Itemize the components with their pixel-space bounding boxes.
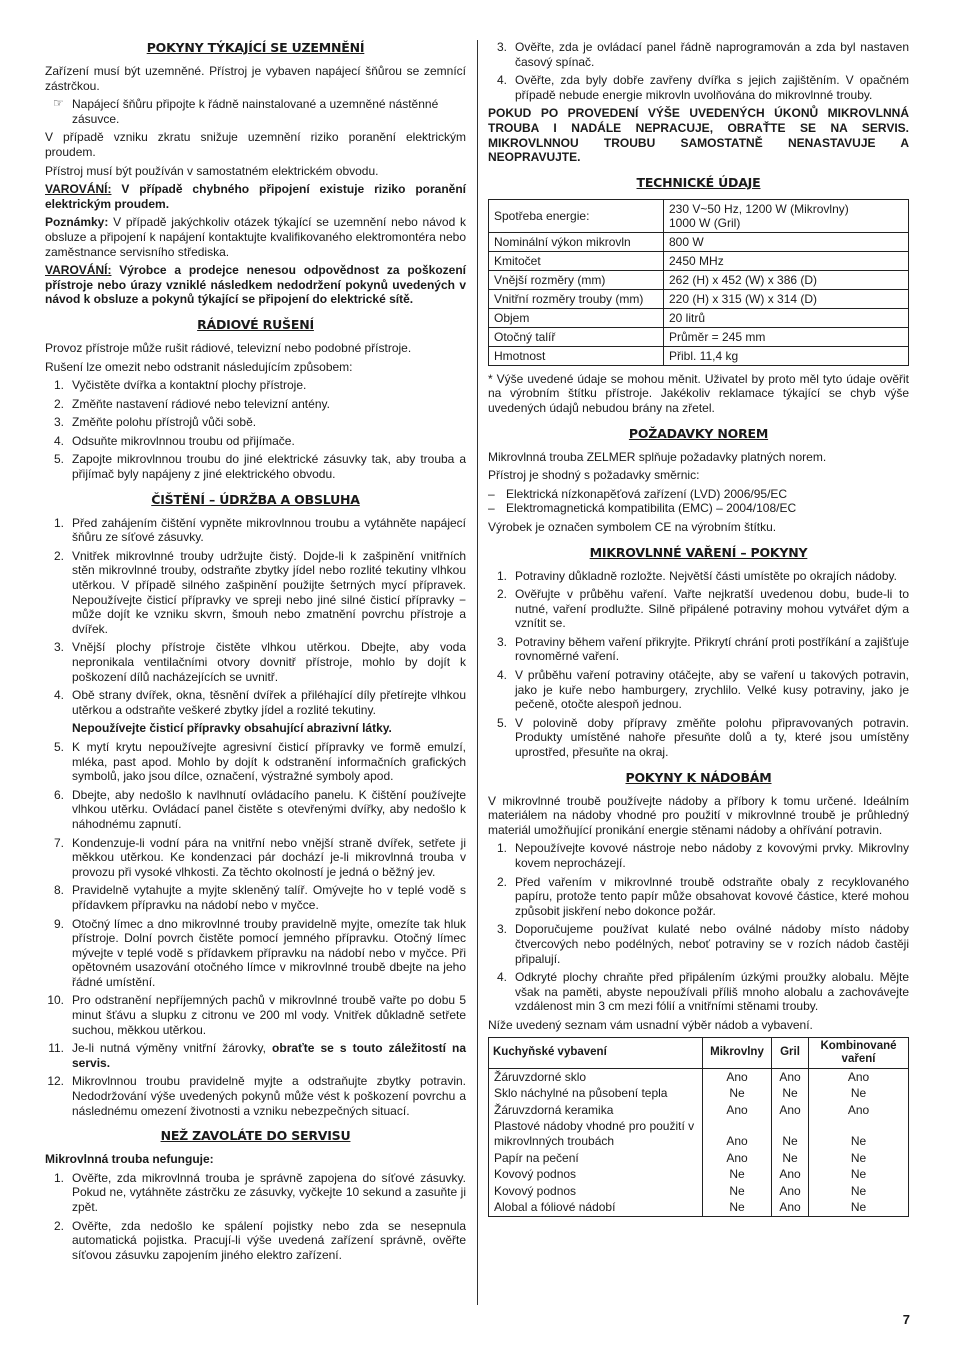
- list-number: 1.: [53, 378, 64, 393]
- service-continued: [488, 40, 909, 165]
- list-item: [488, 569, 909, 584]
- table-row: [489, 251, 909, 270]
- warning-paragraph: [45, 182, 466, 211]
- cell: Ne: [772, 1085, 809, 1102]
- list-number: 5.: [496, 715, 507, 730]
- list-item: [45, 1219, 466, 1263]
- list-number: 11.: [48, 1041, 64, 1056]
- spec-key: Hmotnost: [489, 346, 664, 365]
- spec-value-line: 1000 W (Gril): [669, 215, 741, 230]
- list-text: Vnější plochy přístroje čistěte vlhkou utěrkou. Dbejte, aby voda nepronikala ventilačními otvory dovnitř přístroje, mohlo by dojít k poškození dílů nacházejících se uvnitř.: [72, 640, 466, 684]
- table-row: [489, 289, 909, 308]
- list-text: Dbejte, aby nedošlo k navlhnutí ovládacího panelu. K čištění používejte vlhkou utěrku. Ovládací panel čistěte s otevřenými dvířky, aby nedošlo k náhodnému zapnutí.: [72, 787, 466, 831]
- list-item: [45, 452, 466, 481]
- table-row: [489, 1102, 909, 1119]
- list-item: [488, 716, 909, 760]
- list-text: Odkryté plochy chraňte před připálením úzkými proužky alobalu. Mějte však na paměti, abyste nepoužívali příliš mnoho alobalu a zachovávejte vzdálenost min 3 cm mezi fólií a vnitřními stěnami trouby.: [515, 970, 909, 1014]
- spec-key: Kmitočet: [489, 251, 664, 270]
- list-text: Ověřte, zda je ovládací panel řádně naprogramován a zda byl nastaven časový spínač.: [515, 40, 909, 69]
- spec-value: 800 W: [664, 232, 909, 251]
- dash-bullet: –: [488, 501, 495, 516]
- list-item: [45, 788, 466, 832]
- cell: Alobal a fóliové nádobí: [489, 1199, 703, 1216]
- list-item: [488, 922, 909, 966]
- table-row: [489, 327, 909, 346]
- cell: Ano: [772, 1166, 809, 1183]
- list-item: [488, 40, 909, 69]
- spec-value: 2450 MHz: [664, 251, 909, 270]
- spec-key: Objem: [489, 308, 664, 327]
- table-row: [489, 270, 909, 289]
- table-row: [489, 232, 909, 251]
- spec-value: 262 (H) x 452 (W) x 386 (D): [664, 270, 909, 289]
- dash-bullet: –: [488, 486, 495, 501]
- warning-text: Výrobce a prodejce nenesou odpovědnost za poškození přístroje nebo úrazy vzniklé následkem nedodržení pokynů uvedených v návod k obsluze a pokynů týkající se připojení do elektrické sítě.: [45, 263, 466, 307]
- list-text: Změňte polohu přístrojů vůči sobě.: [72, 415, 257, 430]
- list-text: Kondenzuje-li vodní pára na vnitřní nebo vnější straně dvířek, setřete ji měkkou utěrkou. Ke kondenzaci pár dochází je-li mikrovlnná trouba v provozu při vysoké vlhkosti. Za těchto okolností je jedná o běžný jev.: [72, 835, 466, 879]
- tech-section: [488, 175, 909, 416]
- list-text: Nepoužívejte kovové nástroje nebo nádoby z kovovými prvky. Mikrovlny kovem neprocházejí.: [515, 841, 909, 870]
- list-item: [45, 1074, 466, 1118]
- table-row: [489, 1118, 909, 1149]
- cell: Ano: [809, 1102, 909, 1119]
- cell: Ano: [809, 1068, 909, 1085]
- spec-key: Spotřeba energie:: [489, 199, 664, 232]
- spec-value: [664, 199, 909, 232]
- list-item: [488, 668, 909, 712]
- spec-table: [488, 199, 909, 366]
- list-text: Pro odstranění nepříjemných pachů v mikrovlnné troubě vařte po dobu 5 minut šťávu a slupku z citronu ve 200 ml vody. Vnitřek důkladně setřete suchou, měkkou utěrkou.: [72, 993, 466, 1037]
- caps-warning: POKUD PO PROVEDENÍ VÝŠE UVEDENÝCH ÚKONŮ MIKROVLNNÁ TROUBA I NADÁLE NEPRACUJE, OBRAŤTE SE NA SERVIS. MIKROVLNNOU TROUBU SAMOSTATNĚ NENASTAVUJE A NEOPRAVUJTE.: [488, 106, 909, 165]
- list-number: 12.: [47, 1074, 64, 1089]
- list-item: [45, 1041, 466, 1070]
- cell: Ne: [809, 1183, 909, 1200]
- list-text: Před vařením v mikrovlnné troubě odstraňte obaly z recyklovaného papíru, protože tento papír může obsahovat kovové částice, které mohou způsobit jiskření nebo dokonce požár.: [515, 874, 909, 918]
- warning-label: VAROVÁNÍ:: [45, 263, 112, 278]
- list-text: Potraviny během vaření přikryjte. Přikrytí chrání proti postříkání a zajišťuje rovnoměrné vaření.: [515, 634, 909, 664]
- table-row: [489, 1166, 909, 1183]
- section-title-norms: POŽADAVKY NOREM: [628, 425, 769, 441]
- list-number: 4.: [496, 668, 507, 683]
- list-item: [488, 970, 909, 1014]
- cell: Ne: [703, 1183, 772, 1200]
- table-row: [489, 199, 909, 232]
- cell: Kovový podnos: [489, 1166, 703, 1183]
- section-title-radio: RÁDIOVÉ RUŠENÍ: [197, 316, 314, 332]
- spec-value: Přibl. 11,4 kg: [664, 346, 909, 365]
- cell: Ne: [703, 1199, 772, 1216]
- list-item: [488, 587, 909, 631]
- spec-value: 20 litrů: [664, 308, 909, 327]
- paragraph: Přístroj je shodný s požadavky směrnic:: [488, 468, 700, 483]
- right-column: [488, 40, 909, 1227]
- list-text: Mikrovlnnou troubu pravidelně myjte a odstraňujte zbytky potravin. Nedodržování výše uvedených pokynů může vést k poškození povrchu a následnému omezení životnosti a vzniku nebezpečných situací.: [72, 1074, 466, 1118]
- list-item: [45, 836, 466, 880]
- note: [45, 97, 466, 126]
- list-text: Odsuňte mikrovlnnou troubu od přijímače.: [72, 433, 295, 448]
- column-header: Mikrovlny: [703, 1037, 772, 1068]
- list-item: [45, 434, 466, 449]
- list-item: [45, 378, 466, 393]
- list-item: [488, 635, 909, 664]
- cell: Ne: [809, 1199, 909, 1216]
- list-text: Ověřte, zda byly dobře zavřeny dvířka s jejich zajištěním. V opačném případě nebude energie mikrovln uvolňována do mikrovlnné trouby.: [515, 73, 909, 102]
- list-text: Otočný límec a dno mikrovlnné trouby pravidelně myjte, omezíte tak hluk přístroje. Dolní povrch čistěte pomocí jemného přípravku. Otočný límec mývejte v teplé vodě s přídavkem přípravku na nádobí nebo v myčce. Při opětovném usazování otočného límce v mikrovlnné troubě dbejte na jeho řádné umístění.: [72, 916, 466, 989]
- list-text-bold: obraťte se s touto záležitostí na servis.: [72, 1041, 466, 1070]
- spec-key: Nominální výkon mikrovln: [489, 232, 664, 251]
- column-header: Gril: [772, 1037, 809, 1068]
- table-row: [489, 346, 909, 365]
- norms-list: [488, 487, 909, 516]
- list-text: Zapojte mikrovlnnou troubu do jiné elektrické zásuvky tak, aby trouba a přijímač byly napájeny z jiné elektrického obvodu.: [72, 452, 466, 482]
- list-text: Potraviny důkladně rozložte. Největší části umístěte po okrajích nádoby.: [515, 568, 897, 583]
- table-header-row: [489, 1037, 909, 1068]
- service-list: [45, 1171, 466, 1263]
- cell: Ne: [772, 1118, 809, 1149]
- list-number: 7.: [53, 835, 64, 850]
- cell: Ano: [772, 1102, 809, 1119]
- list-number: 3.: [496, 922, 507, 937]
- list-item: [45, 688, 466, 717]
- cell: Ne: [809, 1166, 909, 1183]
- list-number: 8.: [53, 883, 64, 898]
- list-number: 3.: [496, 40, 507, 54]
- list-text: Elektrická nízkonapěťová zařízení (LVD) 2006/95/EC: [506, 486, 788, 501]
- list-item: [488, 875, 909, 919]
- list-text: K mytí krytu nepoužívejte agresivní čisticí přípravky ve formě emulzí, mléka, past apod. Mohlo by dojít k odstranění informačních grafických symbolů, jako jsou dílce, označení, výstražné symboly apod.: [72, 739, 466, 784]
- pointing-hand-icon: ☞: [53, 96, 64, 111]
- cell: Ne: [809, 1118, 909, 1149]
- paragraph: Výrobek je označen symbolem CE na výrobním štítku.: [488, 519, 777, 534]
- paragraph: V mikrovlnné troubě používejte nádoby a příbory k tomu určené. Ideálním materiálem na nádoby vhodné pro použití v mikrovlnné troubě je průhledný materiál umožňující pronikání energie stěnami nádoby a ohřívání potravin.: [488, 793, 909, 837]
- list-item: [45, 516, 466, 545]
- list-text: V průběhu vaření potraviny otáčejte, aby se vaření u takových potravin, jako je kuře nebo hamburgery, zrychlilo. Velké kusy potraviny, jako je pečeně, otočte alespoň jednou.: [515, 668, 909, 712]
- table-row: [489, 1085, 909, 1102]
- cell: Ano: [703, 1118, 772, 1149]
- section-title-cleaning: ČIŠTĚNÍ – ÚDRŽBA A OBSLUHA: [151, 491, 360, 507]
- list-item: [488, 487, 909, 502]
- bold-note: Nepoužívejte čisticí přípravky obsahující abrazivní látky.: [72, 721, 392, 736]
- paragraph: Mikrovlnná trouba ZELMER splňuje požadavky platných norem.: [488, 449, 827, 464]
- spec-key: Vnitřní rozměry trouby (mm): [489, 289, 664, 308]
- column-header: Kuchyňské vybavení: [489, 1037, 703, 1068]
- service-section: [45, 1128, 466, 1262]
- list-text: Je-li nutná výměny vnitřní žárovky,: [72, 1041, 273, 1056]
- list-item: [45, 549, 466, 637]
- cooking-section: [488, 545, 909, 760]
- list-number: 1.: [53, 1170, 64, 1185]
- cell: Ano: [772, 1183, 809, 1200]
- list-text: Vnitřek mikrovlnné trouby udržujte čistý. Dojde-li k zašpinění vnitřních stěn mikrovlnné trouby, odstraňte zbytky jídel nebo rozlité tekutiny vlhkou utěrkou. V případě silného zašpinění použijte šetrných mycí přípravek. Nepoužívejte čisticí přípravky ve spreji nebo jiné silné čisticí přípravky − může dojít ke vzniku skvrn, šmouh nebo zmatnění povrchu přístroje a dvířek.: [72, 548, 466, 636]
- list-number: 1.: [496, 841, 507, 856]
- cell: Ne: [809, 1150, 909, 1167]
- cell: Ano: [703, 1068, 772, 1085]
- table-row: [489, 1183, 909, 1200]
- list-item: [45, 740, 466, 784]
- footnote: * Výše uvedené údaje se mohou měnit. Uživatel by proto měl tyto údaje ověřit na výrobním štítku přístroje. Jakékoliv reklamace týkající se chyb výše uvedených údajů nebudou brány na zřetel.: [488, 371, 909, 415]
- cell: Ano: [703, 1102, 772, 1119]
- paragraph: V případě vzniku zkratu snižuje uzemnění riziko poranění elektrickým proudem.: [45, 130, 466, 159]
- list-text: Vyčistěte dvířka a kontaktní plochy přístroje.: [72, 378, 307, 393]
- warning-label: VAROVÁNÍ:: [45, 182, 112, 197]
- vessels-section: [488, 770, 909, 1217]
- list-number: 2.: [53, 396, 64, 411]
- norms-section: [488, 426, 909, 535]
- list-item: [488, 501, 909, 516]
- spec-value: Průměr = 245 mm: [664, 327, 909, 346]
- service-subtitle: Mikrovlnná trouba nefunguje:: [45, 1152, 214, 1167]
- cell: Ano: [772, 1068, 809, 1085]
- list-number: 6.: [53, 787, 64, 802]
- list-number: 9.: [53, 916, 64, 931]
- list-item: [45, 993, 466, 1037]
- list-text: Doporučujeme používat kulaté nebo oválné nádoby místo nádoby čtvercových nebo podélných, neboť potraviny se v rozích nádob častěji připalují.: [515, 922, 909, 966]
- radio-section: [45, 317, 466, 482]
- column-header: Kombinované vaření: [809, 1037, 909, 1068]
- list-text: Obě strany dvířek, okna, těsnění dvířek a přiléhající díly přetírejte vlhkou utěrkou a odstraňte veškeré zbytky jídel a rozlité tekutiny.: [72, 688, 466, 717]
- cleaning-list-continued: [45, 740, 466, 1118]
- list-number: 3.: [496, 634, 507, 649]
- cell: Žáruvzdorná keramika: [489, 1102, 703, 1119]
- table-row: [489, 1150, 909, 1167]
- section-title-vessels: POKYNY K NÁDOBÁM: [625, 769, 772, 785]
- cleaning-list: [45, 516, 466, 718]
- paragraph: Zařízení musí být uzemněné. Přístroj je vybaven napájecí šňůrou se zemnící zástrčkou.: [45, 64, 466, 93]
- list-text: V polovině doby přípravy změňte polohu připravovaných potravin. Produkty umístěné nahoře přesuňte dolů a ty, které jsou umístěny uprostřed, přesuňte na okraj.: [515, 715, 909, 760]
- cookware-table: [488, 1037, 909, 1217]
- paragraph: Níže uvedený seznam vám usnadní výběr nádob a vybavení.: [488, 1017, 813, 1032]
- cell: Ne: [703, 1085, 772, 1102]
- list-item: [45, 917, 466, 990]
- cell: Ano: [703, 1150, 772, 1167]
- column-divider: [477, 40, 478, 1305]
- spec-key: Otočný talíř: [489, 327, 664, 346]
- section-title-tech: TECHNICKÉ ÚDAJE: [636, 174, 761, 190]
- list-text: Pravidelně vytahujte a myjte skleněný talíř. Omývejte ho v teplé vodě s přídavkem přípravku na nádobí nebo v myčce.: [72, 883, 466, 912]
- left-column: [45, 40, 466, 1272]
- grounding-section: [45, 40, 466, 307]
- list-number: 4.: [53, 433, 64, 448]
- list-number: 4.: [53, 688, 64, 703]
- list-number: 1.: [53, 515, 64, 530]
- list-number: 4.: [496, 73, 507, 88]
- list-text: Ověřte, zda mikrovlnná trouba je správně zapojena do síťové zásuvky. Pokud ne, vytáhněte zástrčku ze zásuvky, vyčkejte 10 sekund a zasuňte ji zpět.: [72, 1170, 466, 1214]
- service-list-continued: [488, 40, 909, 102]
- section-title-grounding: POKYNY TÝKAJÍCÍ SE UZEMNĚNÍ: [146, 40, 365, 55]
- remarks-label: Poznámky:: [45, 215, 109, 230]
- cell: Ne: [809, 1085, 909, 1102]
- list-text: Ověřte, zda nedošlo ke spálení pojistky nebo zda se nesepnula automatická pojistka. Pracují-li výše uvedená zařízení správně, ověřte síťovou zásuvku zapojením jiného elektro zařízení.: [72, 1218, 466, 1262]
- spec-value: 220 (H) x 315 (W) x 314 (D): [664, 289, 909, 308]
- paragraph: Provoz přístroje může rušit rádiové, televizní nebo podobné přístroje.: [45, 340, 412, 355]
- note-text: Napájecí šňůru připojte k řádně nainstalované a uzemněné nástěnné zásuvce.: [72, 97, 439, 126]
- list-number: 5.: [53, 739, 64, 754]
- table-row: [489, 1199, 909, 1216]
- table-row: [489, 1068, 909, 1085]
- vessels-list: [488, 841, 909, 1014]
- list-number: 3.: [53, 415, 64, 430]
- list-item: [45, 415, 466, 430]
- list-number: 3.: [53, 640, 64, 655]
- warning-text: V případě chybného připojení existuje riziko poranění elektrickým proudem.: [45, 182, 466, 211]
- list-text: Ověřujte v průběhu vaření. Vařte nejkratší uvedenou dobu, bude-li to nutné, vaření prodlužte. Silně připálené potraviny mohou vytvářet dým a vznítit se.: [515, 587, 909, 631]
- cell: Ne: [772, 1150, 809, 1167]
- list-item: [488, 73, 909, 102]
- cleaning-section: [45, 492, 466, 1119]
- list-item: [45, 640, 466, 684]
- list-number: 2.: [496, 587, 507, 602]
- list-item: [45, 883, 466, 912]
- cell: Papír na pečení: [489, 1150, 703, 1167]
- list-item: [45, 1171, 466, 1215]
- remarks-paragraph: [45, 215, 466, 259]
- cell: Sklo náchylné na působení tepla: [489, 1085, 703, 1102]
- warning-paragraph: [45, 263, 466, 307]
- cell: Plastové nádoby vhodné pro použití v mikrovlnných troubách: [489, 1118, 703, 1149]
- page-number: 7: [902, 1312, 910, 1327]
- cell: Ne: [703, 1166, 772, 1183]
- spec-key: Vnější rozměry (mm): [489, 270, 664, 289]
- list-text: Elektromagnetická kompatibilita (EMC) – 2004/108/EC: [506, 501, 797, 516]
- list-number: 2.: [496, 874, 507, 889]
- cell: Ano: [772, 1199, 809, 1216]
- list-text: Změňte nastavení rádiové nebo televizní antény.: [72, 396, 330, 411]
- list-text: Před zahájením čištění vypněte mikrovlnnou troubu a vytáhněte napájecí šňůru ze síťové zásuvky.: [72, 515, 466, 545]
- list-number: 10.: [47, 993, 64, 1008]
- list-number: 4.: [496, 970, 507, 985]
- cell: Kovový podnos: [489, 1183, 703, 1200]
- list-number: 5.: [53, 452, 64, 467]
- paragraph: Rušení lze omezit nebo odstranit následujícím způsobem:: [45, 359, 353, 374]
- table-row: [489, 308, 909, 327]
- spec-value-line: 230 V~50 Hz, 1200 W (Mikrovlny): [669, 201, 849, 216]
- paragraph: Přístroj musí být používán v samostatném elektrickém obvodu.: [45, 163, 379, 178]
- list-item: [45, 397, 466, 412]
- remarks-text: V případě jakýchkoliv otázek týkající se uzemnění nebo návod k obsluze a připojení k napájení kontaktujte kvalifikovaného elektromontéra nebo zaměstnance servisního střediska.: [45, 215, 466, 259]
- cooking-list: [488, 569, 909, 760]
- radio-list: [45, 378, 466, 482]
- list-number: 1.: [496, 568, 507, 583]
- cell: Žáruvzdorné sklo: [489, 1068, 703, 1085]
- section-title-cooking: MIKROVLNNÉ VAŘENÍ – POKYNY: [589, 544, 808, 560]
- section-title-service: NEŽ ZAVOLÁTE DO SERVISU: [160, 1128, 351, 1144]
- list-number: 2.: [53, 548, 64, 563]
- list-item: [488, 841, 909, 870]
- list-number: 2.: [53, 1218, 64, 1233]
